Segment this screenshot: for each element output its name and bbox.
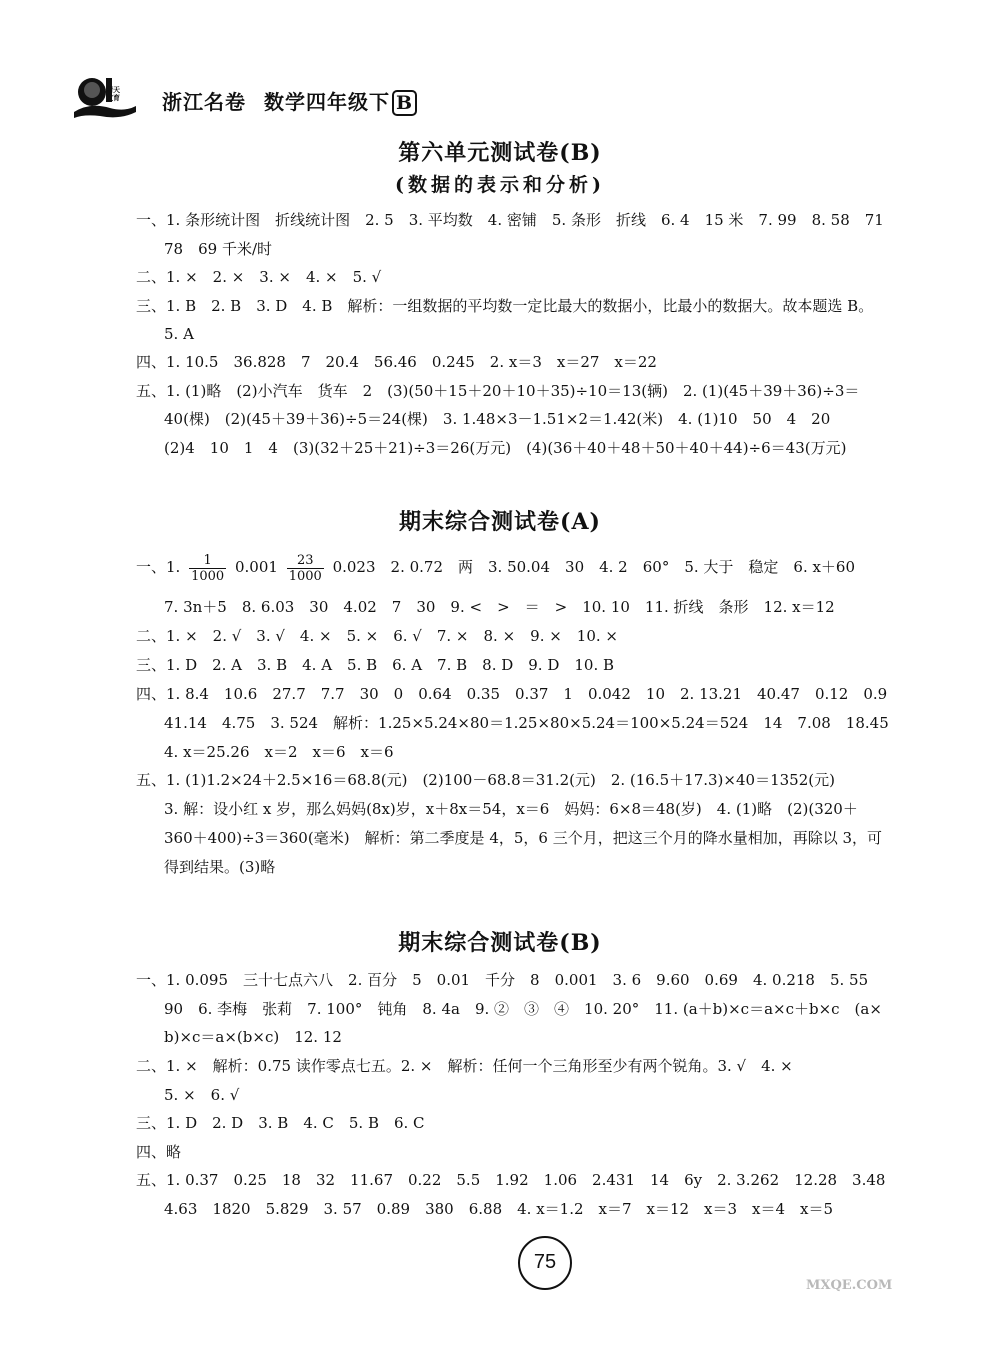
line-prefix: 一、1.: [136, 558, 181, 576]
answer-line: 得到结果。(3)略: [164, 858, 276, 876]
answer-line: 五、1. 0.37 0.25 18 32 11.67 0.22 5.5 1.92 1.06 2.431 14 6y 2. 3.262 12.28 3.48: [136, 1171, 886, 1189]
answer-line: 四、略: [136, 1143, 182, 1161]
answer-line: 90 6. 李梅 张莉 7. 100° 钝角 8. 4a 9. ② ③ ④ 10. 20° 11. (a＋b)×c＝a×c＋b×c (a×: [164, 1000, 882, 1018]
answer-line: 一、1. 条形统计图 折线统计图 2. 5 3. 平均数 4. 密铺 5. 条形 折线 6. 4 15 米 7. 99 8. 58 71: [136, 211, 884, 229]
answer-line: 5. A: [164, 325, 194, 343]
section-title-final-b: 期末综合测试卷(B): [398, 930, 602, 956]
logo-icon: [70, 72, 140, 124]
answer-line: 四、1. 8.4 10.6 27.7 7.7 30 0 0.64 0.35 0.37 1 0.042 10 2. 13.21 40.47 0.12 0.9: [136, 685, 888, 703]
answer-line: b)×c＝a×(b×c) 12. 12: [164, 1028, 342, 1046]
answer-line: 40(棵) (2)(45＋39＋36)÷5＝24(棵) 3. 1.48×3－1.51×2＝1.42(米) 4. (1)10 50 4 20: [164, 410, 831, 428]
answer-line: 三、1. B 2. B 3. D 4. B 解析：一组数据的平均数一定比最大的数据小，比最小的数据大。故本题选 B。: [136, 297, 874, 315]
series-name: 浙江名卷: [162, 90, 246, 114]
watermark: MXQE.COM: [806, 1278, 893, 1293]
section-title-final-a: 期末综合测试卷(A): [399, 509, 601, 535]
answer-line: 3. 解：设小红 x 岁，那么妈妈(8x)岁，x＋8x＝54，x＝6 妈妈：6×8＝48(岁) 4. (1)略 (2)(320＋: [164, 800, 858, 818]
book-title: [162, 86, 417, 116]
answer-line: (2)4 10 1 4 (3)(32＋25＋21)÷3＝26(万元) (4)(36＋40＋48＋50＋40＋44)÷6＝43(万元): [164, 439, 847, 457]
line-text: 0.023 2. 0.72 两 3. 50.04 30 4. 2 60° 5. 大于 稳定 6. x＋60: [332, 558, 856, 576]
answer-line: 四、1. 10.5 36.828 7 20.4 56.46 0.245 2. x＝3 x＝27 x＝22: [136, 353, 657, 371]
answer-line: 五、1. (1)略 (2)小汽车 货车 2 (3)(50＋15＋20＋10＋35)÷10＝13(辆) 2. (1)(45＋39＋36)÷3＝: [136, 382, 860, 400]
answer-line: 41.14 4.75 3. 524 解析：1.25×5.24×80＝1.25×80×5.24＝100×5.24＝524 14 7.08 18.45: [164, 714, 889, 732]
fraction-numerator: 23: [287, 553, 324, 569]
answer-line: 三、1. D 2. D 3. B 4. C 5. B 6. C: [136, 1114, 425, 1132]
answer-line: 78 69 千米/时: [164, 240, 272, 258]
fraction: [189, 553, 226, 584]
section-title-unit6b: 第六单元测试卷(B): [398, 140, 602, 166]
section-subtitle-unit6b: (数据的表示和分析): [395, 174, 605, 196]
answer-line-with-fractions: [136, 551, 946, 587]
fraction: [287, 553, 324, 584]
line-text: 0.001: [234, 558, 278, 576]
answer-line: 360＋400)÷3＝360(毫米) 解析：第二季度是 4，5，6 三个月，把这三个月的降水量相加，再除以 3，可: [164, 829, 883, 847]
answer-line: 二、1. × 2. × 3. × 4. × 5. √: [136, 268, 382, 286]
book-subject: 数学四年级下: [264, 90, 390, 114]
answer-line: 二、1. × 2. √ 3. √ 4. × 5. × 6. √ 7. × 8. × 9. × 10. ×: [136, 627, 618, 645]
fraction-denominator: 1000: [288, 568, 322, 584]
logo-text: 晴天教育: [106, 85, 120, 102]
answer-line: 五、1. (1)1.2×24＋2.5×16＝68.8(元) (2)100－68.8＝31.2(元) 2. (16.5＋17.3)×40＝1352(元): [136, 771, 835, 789]
page-number: 75: [518, 1236, 572, 1290]
answer-line: 5. × 6. √: [164, 1086, 240, 1104]
page-header: [70, 68, 590, 128]
edition-badge: B: [392, 90, 417, 116]
fraction-numerator: 1: [189, 553, 226, 569]
answer-line: 三、1. D 2. A 3. B 4. A 5. B 6. A 7. B 8. D 9. D 10. B: [136, 656, 615, 674]
answer-line: 4. x＝25.26 x＝2 x＝6 x＝6: [164, 743, 394, 761]
answer-line: 4.63 1820 5.829 3. 57 0.89 380 6.88 4. x＝1.2 x＝7 x＝12 x＝3 x＝4 x＝5: [164, 1200, 834, 1218]
answer-line: 二、1. × 解析：0.75 读作零点七五。2. × 解析：任何一个三角形至少有两个锐角。3. √ 4. ×: [136, 1057, 793, 1075]
fraction-denominator: 1000: [191, 568, 225, 584]
answer-line: 7. 3n＋5 8. 6.03 30 4.02 7 30 9. < > ＝ > 10. 10 11. 折线 条形 12. x＝12: [164, 598, 835, 616]
answer-line: 一、1. 0.095 三十七点六八 2. 百分 5 0.01 千分 8 0.001 3. 6 9.60 0.69 4. 0.218 5. 55: [136, 971, 869, 989]
